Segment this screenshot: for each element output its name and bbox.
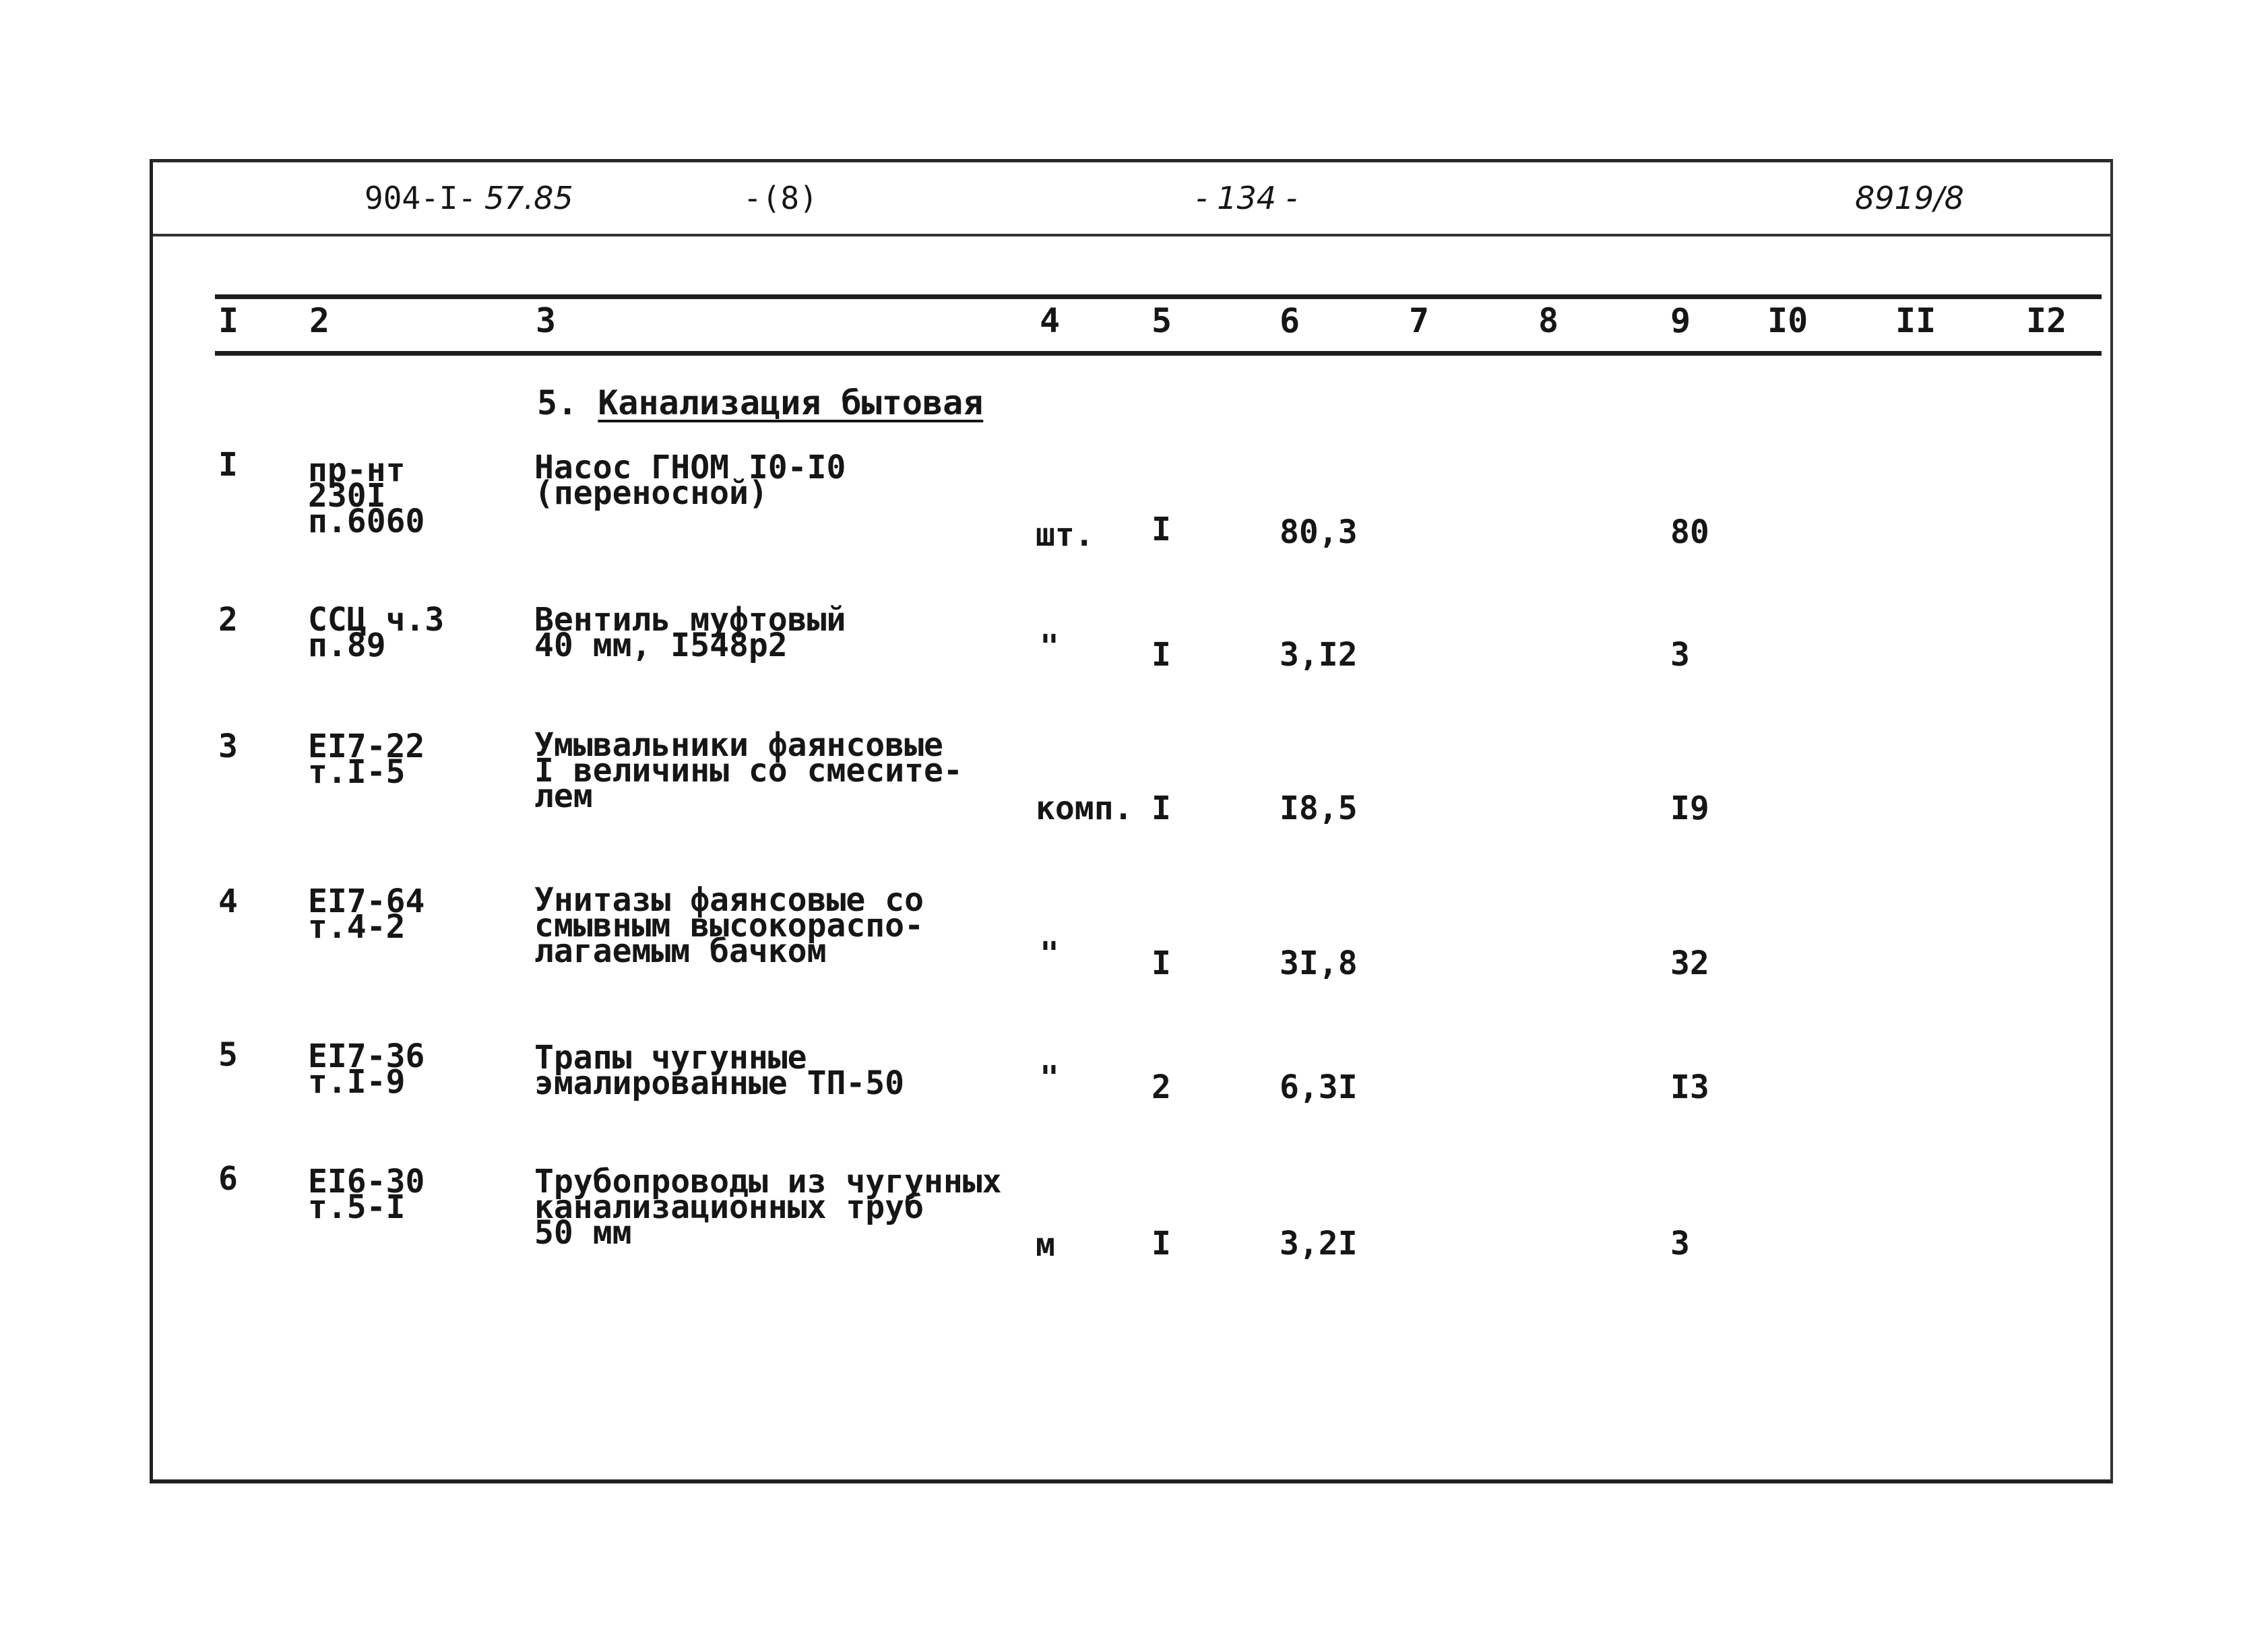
column-header-6: 6 <box>1280 301 1300 340</box>
row-5-name: Трапы чугунные эмалированные ТП-50 <box>534 1039 905 1102</box>
column-header-10: I0 <box>1767 301 1808 340</box>
column-header-1: I <box>218 301 239 340</box>
row-2-unit: " <box>1040 628 1059 666</box>
page-number: - 134 - <box>1196 180 1298 216</box>
doc-part: -(8) <box>743 180 818 216</box>
row-3-name: Умывальники фаянсовые I величины со смесите- лем <box>534 726 963 815</box>
row-6-quantity: I <box>1152 1225 1171 1262</box>
row-4-total: 32 <box>1670 945 1709 982</box>
section-title <box>537 383 983 422</box>
row-4-price: 3I,8 <box>1280 945 1358 982</box>
row-3-price: I8,5 <box>1280 790 1358 827</box>
row-2-price: 3,I2 <box>1280 636 1358 674</box>
row-6-total: 3 <box>1670 1225 1690 1262</box>
row-3-reference: ЕI7-22 т.I-5 <box>308 728 425 791</box>
row-5-price: 6,3I <box>1280 1068 1358 1106</box>
row-6-price: 3,2I <box>1280 1225 1358 1262</box>
column-header-9: 9 <box>1670 301 1691 340</box>
row-6-number: 6 <box>218 1160 238 1198</box>
row-6-unit: м <box>1036 1226 1055 1264</box>
row-3-total: I9 <box>1670 790 1709 827</box>
section-name: Канализация бытовая <box>598 383 984 422</box>
column-header-11: II <box>1895 301 1936 340</box>
row-1-price: 80,3 <box>1280 513 1358 551</box>
table-top-rule <box>215 294 2102 299</box>
row-6-name: Трубопроводы из чугунных канализационных труб 50 мм <box>534 1163 1002 1252</box>
row-5-total: I3 <box>1670 1068 1709 1106</box>
row-1-total: 80 <box>1670 513 1709 551</box>
row-1-name: Насос ГНОМ I0-I0 (переносной) <box>534 449 846 512</box>
row-4-reference: ЕI7-64 т.4-2 <box>308 883 425 946</box>
row-2-reference: ССЦ ч.3 п.89 <box>308 601 445 664</box>
row-5-number: 5 <box>218 1036 238 1074</box>
column-header-12: I2 <box>2026 301 2067 340</box>
row-1-reference: пр-нт 230I п.6060 <box>308 451 425 540</box>
row-1-quantity: I <box>1152 511 1171 548</box>
table-header-rule <box>215 351 2102 356</box>
row-4-unit: " <box>1040 935 1059 973</box>
row-2-number: 2 <box>218 601 238 639</box>
row-1-unit: шт. <box>1036 516 1094 554</box>
row-3-quantity: I <box>1152 790 1171 827</box>
sheet-reference: 8919/8 <box>1855 180 1964 216</box>
column-header-3: 3 <box>536 301 557 340</box>
doc-code-handwritten: 57.85 <box>484 180 573 216</box>
row-1-number: I <box>218 446 238 484</box>
row-3-unit: комп. <box>1036 790 1133 827</box>
doc-code-prefix: 904-I- <box>365 180 477 216</box>
row-2-name: Вентиль муфтовый 40 мм, I548р2 <box>534 601 846 664</box>
row-4-quantity: I <box>1152 945 1171 982</box>
header-row <box>153 162 2110 236</box>
row-2-total: 3 <box>1670 636 1690 674</box>
row-5-quantity: 2 <box>1152 1068 1171 1106</box>
column-header-5: 5 <box>1152 301 1172 340</box>
column-header-7: 7 <box>1409 301 1430 340</box>
column-header-8: 8 <box>1538 301 1559 340</box>
row-6-reference: ЕI6-30 т.5-I <box>308 1163 425 1226</box>
row-4-name: Унитазы фаянсовые со смывным высокораспо- лагаемым бачком <box>534 881 924 970</box>
column-header-2: 2 <box>309 301 330 340</box>
document-sheet <box>150 159 2113 1483</box>
row-5-reference: ЕI7-36 т.I-9 <box>308 1037 425 1101</box>
row-5-unit: " <box>1040 1059 1059 1097</box>
row-3-number: 3 <box>218 728 238 765</box>
column-header-4: 4 <box>1040 301 1061 340</box>
row-2-quantity: I <box>1152 636 1171 674</box>
row-4-number: 4 <box>218 883 238 920</box>
section-number: 5. <box>537 383 578 422</box>
